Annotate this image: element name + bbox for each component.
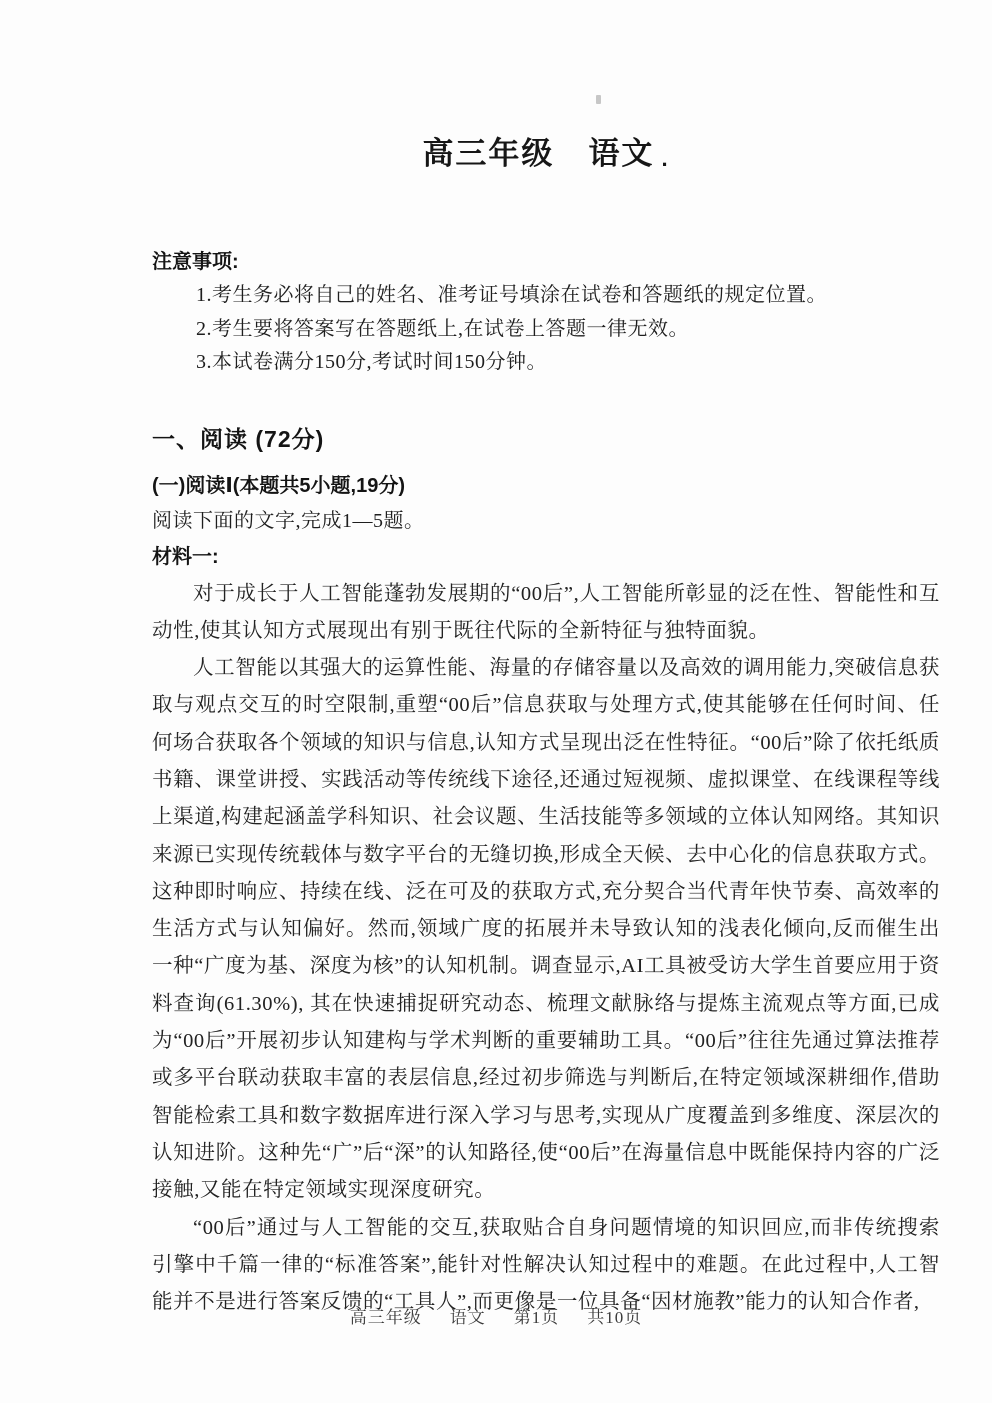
material-one-label: 材料一:	[152, 545, 219, 568]
title-subject: 语文	[588, 136, 655, 171]
notice-section	[152, 245, 940, 380]
footer-grade: 高三年级	[349, 1308, 422, 1327]
notice-item-1: 1.考生务必将自己的姓名、准考证号填涂在试卷和答题纸的规定位置。	[196, 284, 827, 306]
material-one-body	[152, 576, 940, 1322]
material-paragraph-1: 对于成长于人工智能蓬勃发展期的“00后”,人工智能所彰显的泛在性、智能性和互动性,使其认知方式展现出有别于既往代际的全新特征与独特面貌。	[152, 582, 940, 642]
notice-heading: 注意事项:	[152, 251, 239, 273]
footer-subject: 语文	[449, 1308, 486, 1327]
notice-item-2: 2.考生要将答案写在答题纸上,在试卷上答题一律无效。	[196, 317, 689, 340]
notice-item-3: 3.本试卷满分150分,考试时间150分钟。	[196, 351, 547, 373]
subsection-heading-reading-1: (一)阅读Ⅰ(本题共5小题,19分)	[152, 474, 406, 497]
title-dot: .	[661, 146, 670, 171]
page-title	[152, 128, 940, 173]
material-paragraph-2: 人工智能以其强大的运算性能、海量的存储容量以及高效的调用能力,突破信息获取与观点交互的时空限制,重塑“00后”信息获取与处理方式,使其能够在任何时间、任何场合获取各个领域的知识与信息,认知方式呈现出泛在性特征。“00后”除了依托纸质书籍、课堂讲授、实践活动等传统线下途径,还通过短视频、虚拟课堂、在线课程等线上渠道,构建起涵盖学科知识、社会议题、生活技能等多领域的立体认知网络。其知识来源已实现传统载体与数字平台的无缝切换,形成全天候、去中心化的信息获取方式。这种即时响应、持续在线、泛在可及的获取方式,充分契合当代青年快节奏、高效率的生活方式与认知偏好。然而,领域广度的拓展并未导致认知的浅表化倾向,反而催生出一种“广度为基、深度为核”的认知机制。调查显示,AI工具被受访大学生首要应用于资料查询(61.30%), 其在快速捕捉研究动态、梳理文献脉络与提炼主流观点等方面,已成为“00后”开展初步认知建构与学术判断的重要辅助工具。“00后”往往先通过算法推荐或多平台联动获取丰富的表层信息,经过初步筛选与判断后,在特定领域深耕细作,借助智能检索工具和数字数据库进行深入学习与思考,实现从广度覆盖到多维度、深层次的认知进阶。这种先“广”后“深”的认知路径,使“00后”在海量信息中既能保持内容的广泛接触,又能在特定领域实现深度研究。	[152, 657, 940, 1202]
footer-page-number: 第1页	[513, 1308, 560, 1327]
title-grade: 高三年级	[422, 136, 555, 171]
material-paragraph-3: “00后”通过与人工智能的交互,获取贴合自身问题情境的知识回应,而非传统搜索引擎中千篇一律的“标准答案”,能针对性解决认知过程中的难题。在此过程中,人工智能并不是进行答案反馈的“工具人”,而更像是一位具备“因材施教”能力的认知合作者,	[152, 1216, 940, 1314]
scan-smudge-mark	[596, 95, 601, 104]
reading-instruction: 阅读下面的文字,完成1—5题。	[152, 509, 425, 532]
page-footer	[0, 1303, 992, 1328]
section-heading-reading: 一、阅读 (72分)	[152, 425, 325, 452]
footer-page-total: 共10页	[587, 1308, 643, 1327]
